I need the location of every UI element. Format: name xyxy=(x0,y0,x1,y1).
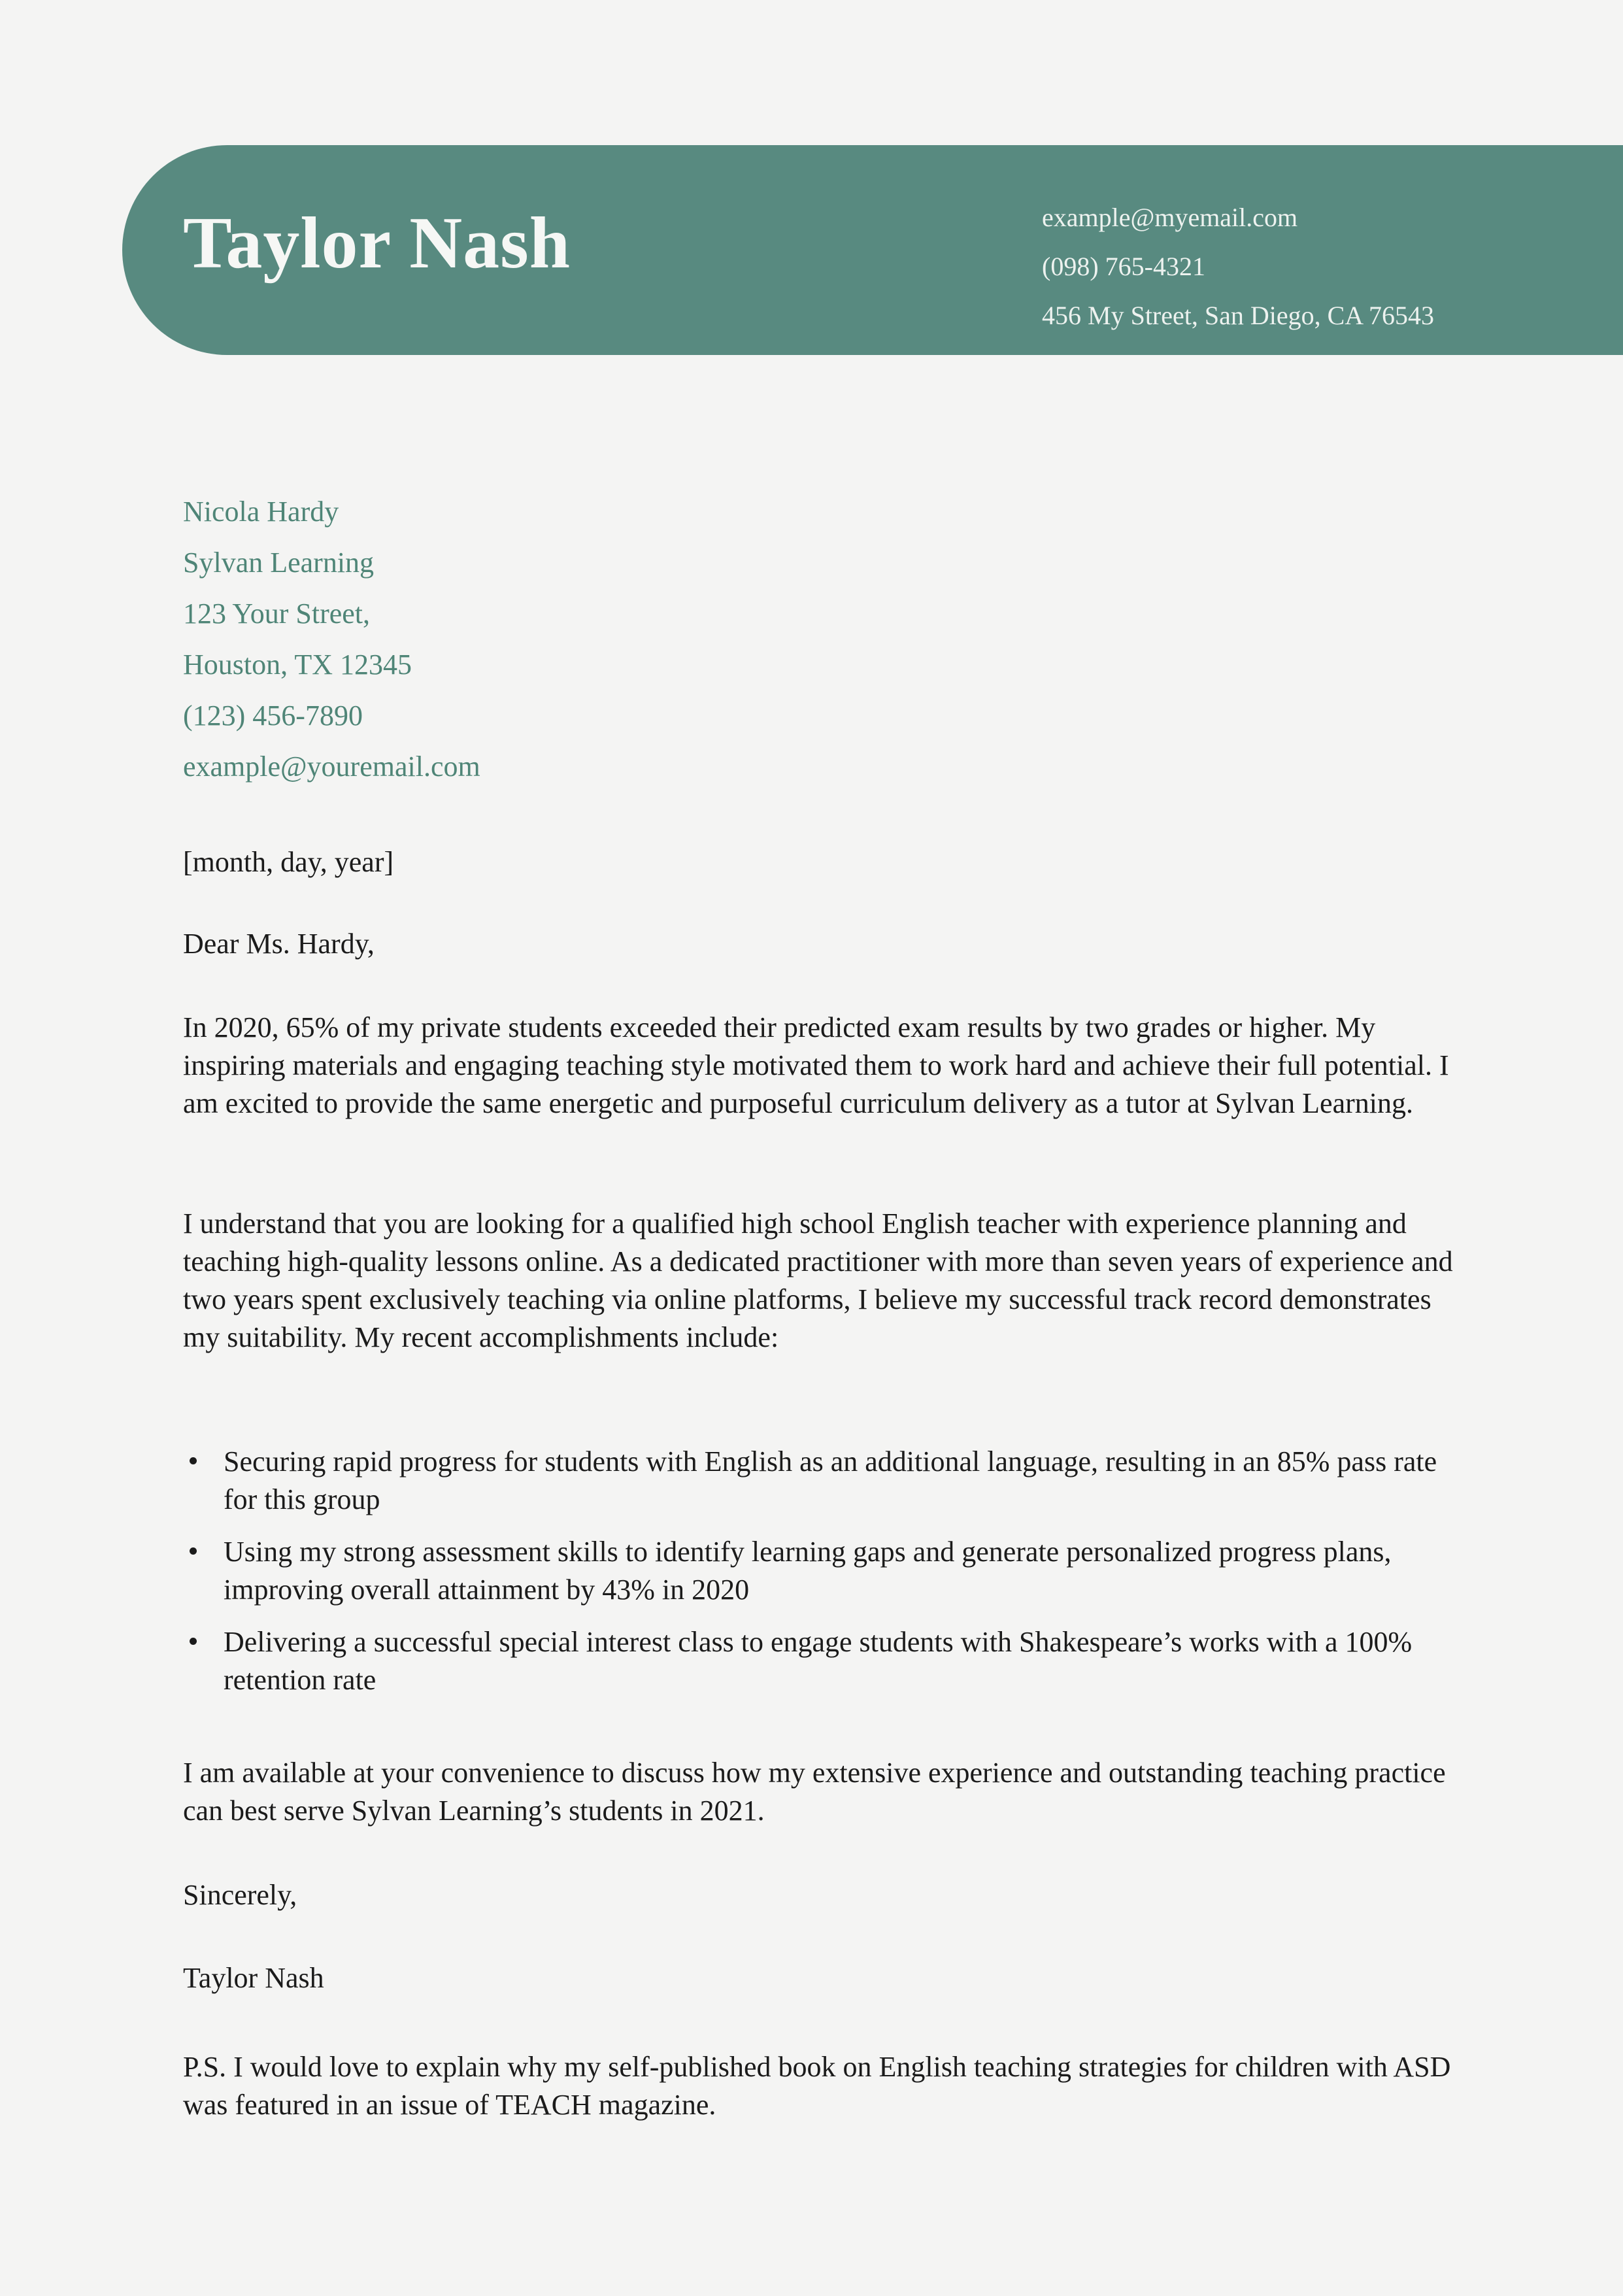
signoff: Sincerely, xyxy=(183,1879,297,1911)
recipient-company: Sylvan Learning xyxy=(183,547,375,579)
accomplishments-list xyxy=(183,1443,1464,1714)
page-title: Taylor Nash xyxy=(183,203,571,284)
bullet-text: Securing rapid progress for students with English as an additional language, resulting in an 85% pass rate for this group xyxy=(224,1445,1437,1515)
recipient-block xyxy=(183,486,480,792)
bullet-text: Delivering a successful special interest class to engage students with Shakespeare’s works with a 100% retention rate xyxy=(224,1626,1413,1696)
bullet-icon xyxy=(190,1547,197,1555)
header-band xyxy=(122,145,1623,355)
signature-name: Taylor Nash xyxy=(183,1962,324,1994)
salutation: Dear Ms. Hardy, xyxy=(183,928,375,960)
list-item xyxy=(183,1623,1464,1699)
date-placeholder: [month, day, year] xyxy=(183,846,394,878)
header-contact-address: 456 My Street, San Diego, CA 76543 xyxy=(1042,301,1434,330)
closing-paragraph: I am available at your convenience to discuss how my extensive experience and outstanding teaching practice can best serve Sylvan Learning’s students in 2021. xyxy=(183,1757,1446,1827)
header-contact-phone: (098) 765-4321 xyxy=(1042,252,1205,281)
body-paragraph: I understand that you are looking for a qualified high school English teacher with experience planning and teaching high-quality lessons online. As a dedicated practitioner with more than seven years of experience and two years spent exclusively teaching via online platforms, I believe my successful track record demonstrates my suitability. My recent accomplishments include: xyxy=(183,1207,1453,1353)
header-contact-block xyxy=(1042,193,1434,340)
recipient-street: 123 Your Street, xyxy=(183,598,371,630)
header-contact-email: example@myemail.com xyxy=(1042,203,1298,232)
bullet-icon xyxy=(190,1638,197,1645)
recipient-name: Nicola Hardy xyxy=(183,496,339,528)
bullet-icon xyxy=(190,1457,197,1464)
list-item xyxy=(183,1533,1464,1609)
recipient-city: Houston, TX 12345 xyxy=(183,649,412,681)
body-paragraph: In 2020, 65% of my private students exceeded their predicted exam results by two grades or higher. My inspiring materials and engaging teaching style motivated them to work hard and achieve their full potential. I am excited to provide the same energetic and purposeful curriculum delivery as a tutor at Sylvan Learning. xyxy=(183,1011,1449,1119)
recipient-phone: (123) 456-7890 xyxy=(183,700,363,732)
bullet-text: Using my strong assessment skills to identify learning gaps and generate personalized progress plans, improving overall attainment by 43% in 2020 xyxy=(224,1536,1392,1606)
recipient-email: example@youremail.com xyxy=(183,751,480,783)
list-item xyxy=(183,1443,1464,1519)
postscript: P.S. I would love to explain why my self-published book on English teaching strategies for children with ASD was featured in an issue of TEACH magazine. xyxy=(183,2051,1451,2121)
